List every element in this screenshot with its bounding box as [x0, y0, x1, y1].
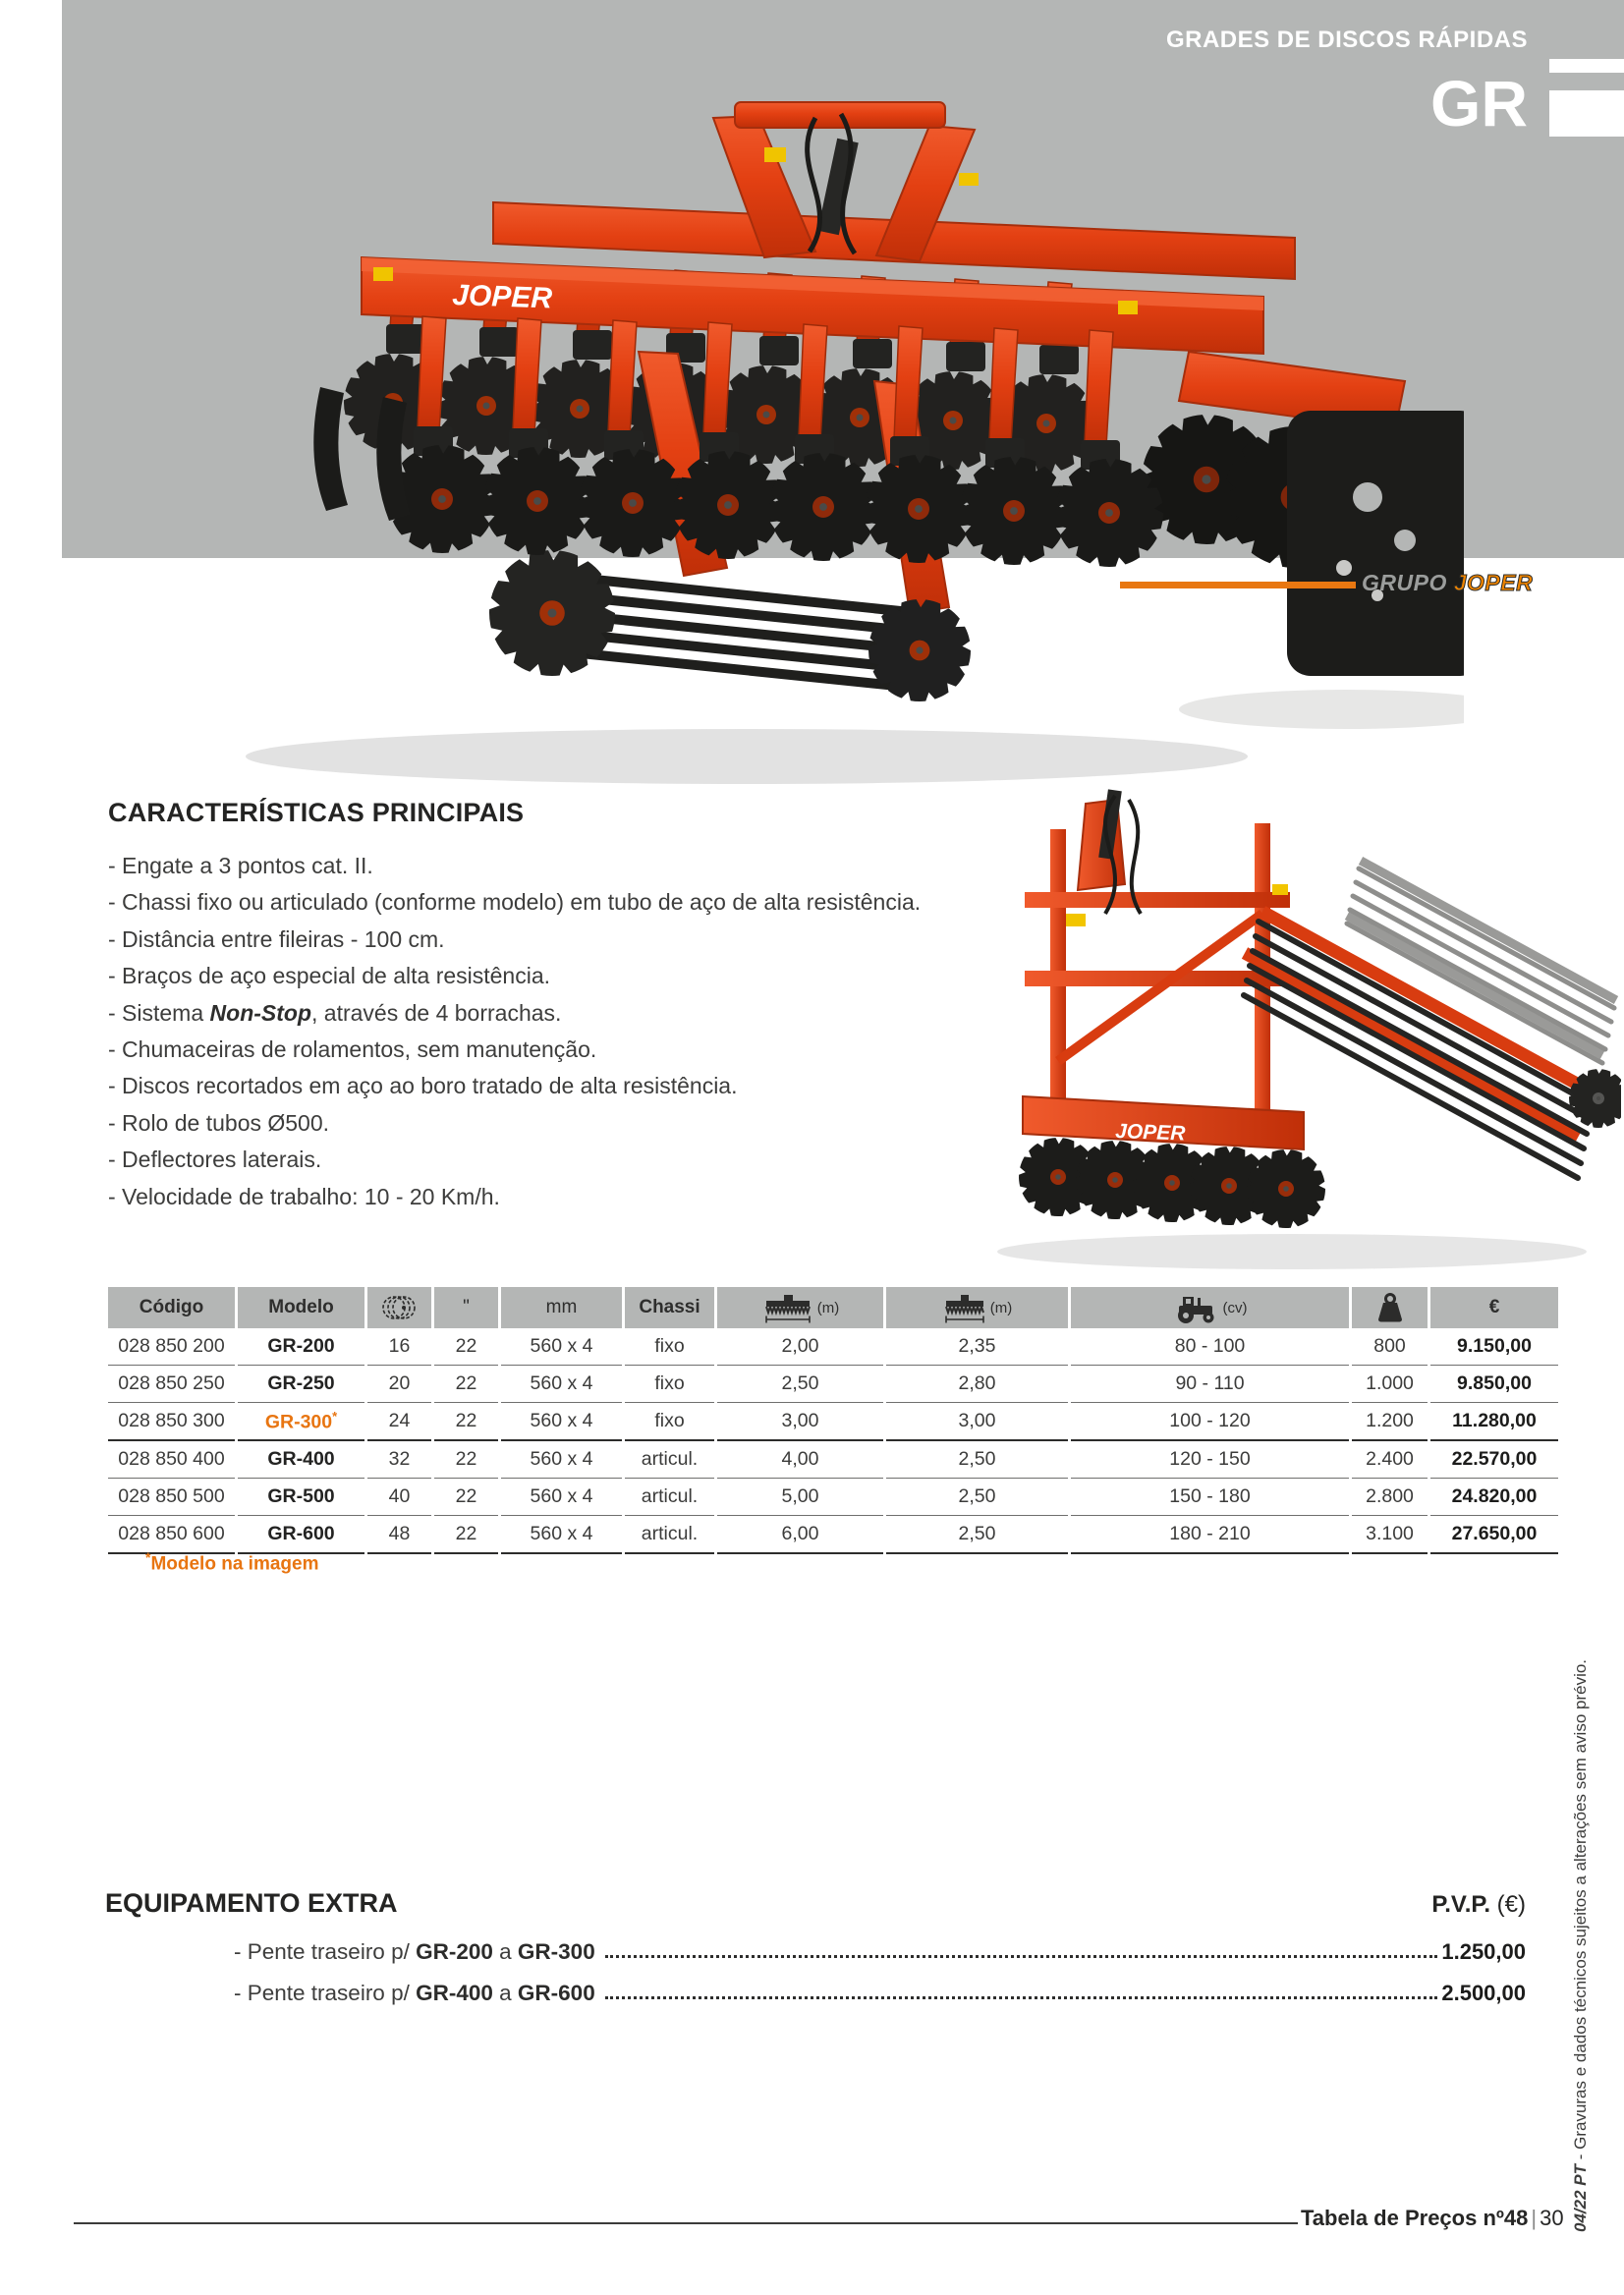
- cell-discos: 20: [367, 1366, 431, 1403]
- joper-logo-on-machine: JOPER: [1114, 1120, 1186, 1146]
- cell-discos: 48: [367, 1516, 431, 1554]
- feature-item: - Discos recortados em aço ao boro tratado de alta resistência.: [108, 1073, 738, 1099]
- features-section: [108, 798, 973, 1215]
- footer-divider: |: [1531, 2206, 1538, 2230]
- feature-item: - Deflectores laterais.: [108, 1147, 322, 1173]
- column-header: €: [1430, 1287, 1558, 1328]
- joper-logo-on-machine: JOPER: [451, 279, 553, 315]
- cell-potencia: 100 - 120: [1071, 1403, 1349, 1441]
- cell-mm: 560 x 4: [501, 1403, 622, 1441]
- header-top-bar: [1549, 59, 1624, 73]
- cell-codigo: 028 850 600: [108, 1516, 235, 1554]
- cell-modelo: GR-400: [238, 1441, 364, 1479]
- cell-preco: 24.820,00: [1430, 1479, 1558, 1516]
- cell-pol: 22: [434, 1366, 498, 1403]
- grupo-logo-text: GRUPO: [1362, 570, 1447, 595]
- feature-item: - Sistema Non-Stop, através de 4 borrachas.: [108, 999, 562, 1026]
- table-footnote: [145, 1549, 318, 1575]
- cell-chassi: articul.: [625, 1441, 714, 1479]
- header-mid-bar: [1549, 90, 1624, 137]
- extra-item-row: [234, 1965, 1526, 2006]
- cell-larg_transporte: 2,35: [886, 1328, 1068, 1366]
- footer-page-number: 30: [1540, 2206, 1564, 2230]
- cell-discos: 40: [367, 1479, 431, 1516]
- cell-peso: 800: [1352, 1328, 1428, 1366]
- feature-item: - Rolo de tubos Ø500.: [108, 1109, 330, 1136]
- cell-modelo: GR-250: [238, 1366, 364, 1403]
- cell-codigo: 028 850 500: [108, 1479, 235, 1516]
- table-body: [108, 1328, 1558, 1554]
- feature-item: - Chassi fixo ou articulado (conforme modelo) em tubo de aço de alta resistência.: [108, 889, 922, 916]
- cell-mm: 560 x 4: [501, 1366, 622, 1403]
- cell-larg_trabalho: 4,00: [717, 1441, 883, 1479]
- cell-chassi: articul.: [625, 1516, 714, 1554]
- joper-logo-text: JOPER: [1453, 570, 1534, 595]
- cell-chassi: fixo: [625, 1366, 714, 1403]
- footer-label: Tabela de Preços nº48: [1301, 2206, 1529, 2230]
- cell-larg_transporte: 2,50: [886, 1441, 1068, 1479]
- dotted-leader: [605, 1955, 1438, 1958]
- cell-larg_transporte: 2,50: [886, 1479, 1068, 1516]
- table-row: [108, 1516, 1558, 1554]
- cell-preco: 9.150,00: [1430, 1328, 1558, 1366]
- pvp-unit: (€): [1496, 1891, 1526, 1918]
- cell-pol: 22: [434, 1403, 498, 1441]
- warning-sticker: [1118, 301, 1138, 314]
- column-header: Chassi: [625, 1287, 714, 1328]
- footnote-text: Modelo na imagem: [150, 1553, 319, 1575]
- category-title: GRADES DE DISCOS RÁPIDAS: [1165, 27, 1528, 53]
- column-header: Código: [108, 1287, 235, 1328]
- warning-sticker: [764, 147, 786, 162]
- cell-pol: 22: [434, 1328, 498, 1366]
- cell-modelo: GR-500: [238, 1479, 364, 1516]
- cell-larg_trabalho: 2,50: [717, 1366, 883, 1403]
- cell-peso: 3.100: [1352, 1516, 1428, 1554]
- cell-mm: 560 x 4: [501, 1328, 622, 1366]
- cell-chassi: fixo: [625, 1403, 714, 1441]
- extra-item-price: 2.500,00: [1441, 1981, 1526, 2005]
- extras-list: [234, 1924, 1526, 2006]
- tractor-power-icon: (cv): [1071, 1287, 1349, 1328]
- cell-larg_transporte: 2,80: [886, 1366, 1068, 1403]
- side-note: [1571, 1659, 1591, 2232]
- cell-larg_trabalho: 6,00: [717, 1516, 883, 1554]
- brand-accent-line: [1120, 582, 1356, 588]
- feature-item: - Engate a 3 pontos cat. II.: [108, 853, 373, 878]
- cell-preco: 9.850,00: [1430, 1366, 1558, 1403]
- cell-potencia: 80 - 100: [1071, 1328, 1349, 1366]
- cell-preco: 11.280,00: [1430, 1403, 1558, 1441]
- warning-sticker: [373, 267, 393, 281]
- cell-discos: 24: [367, 1403, 431, 1441]
- dotted-leader: [605, 1996, 1438, 1999]
- cell-chassi: articul.: [625, 1479, 714, 1516]
- warning-sticker: [1272, 884, 1288, 895]
- transport-width-icon: (m): [886, 1287, 1068, 1328]
- table-row: [108, 1441, 1558, 1479]
- extra-item-label: - Pente traseiro p/ GR-400 a GR-600: [234, 1981, 595, 2005]
- weight-icon: [1352, 1287, 1428, 1328]
- side-note-edition: 04/22 PT: [1571, 2164, 1590, 2232]
- spec-price-table: [105, 1287, 1561, 1554]
- feature-item: - Velocidade de trabalho: 10 - 20 Km/h.: [108, 1183, 500, 1209]
- cell-preco: 22.570,00: [1430, 1441, 1558, 1479]
- table-header-row: [108, 1287, 1558, 1328]
- cell-codigo: 028 850 250: [108, 1366, 235, 1403]
- cell-peso: 1.200: [1352, 1403, 1428, 1441]
- cell-preco: 27.650,00: [1430, 1516, 1558, 1554]
- cell-codigo: 028 850 400: [108, 1441, 235, 1479]
- cell-peso: 1.000: [1352, 1366, 1428, 1403]
- secondary-product-photo: [968, 766, 1621, 1282]
- main-product-illustration: [128, 57, 1464, 804]
- footer-text: [1301, 2206, 1564, 2231]
- features-list: [108, 848, 973, 1215]
- side-note-text: - Gravuras e dados técnicos sujeitos a alterações sem aviso prévio.: [1571, 1658, 1590, 2164]
- cell-larg_transporte: 3,00: [886, 1403, 1068, 1441]
- disc-count-icon: [367, 1287, 431, 1328]
- cell-modelo: GR-200: [238, 1328, 364, 1366]
- cell-potencia: 150 - 180: [1071, 1479, 1349, 1516]
- cell-larg_trabalho: 2,00: [717, 1328, 883, 1366]
- feature-item: - Distância entre fileiras - 100 cm.: [108, 925, 445, 952]
- grupo-joper-logo: [1362, 570, 1533, 596]
- features-title: CARACTERÍSTICAS PRINCIPAIS: [108, 798, 525, 827]
- cell-pol: 22: [434, 1516, 498, 1554]
- cell-peso: 2.400: [1352, 1441, 1428, 1479]
- extra-item-price: 1.250,00: [1441, 1939, 1526, 1964]
- cell-larg_trabalho: 5,00: [717, 1479, 883, 1516]
- table-row: [108, 1479, 1558, 1516]
- cell-potencia: 120 - 150: [1071, 1441, 1349, 1479]
- series-code: GR: [1430, 67, 1528, 140]
- cell-discos: 16: [367, 1328, 431, 1366]
- cell-pol: 22: [434, 1441, 498, 1479]
- cell-peso: 2.800: [1352, 1479, 1428, 1516]
- cell-codigo: 028 850 200: [108, 1328, 235, 1366]
- cell-chassi: fixo: [625, 1328, 714, 1366]
- cell-discos: 32: [367, 1441, 431, 1479]
- cell-potencia: 90 - 110: [1071, 1366, 1349, 1403]
- cell-mm: 560 x 4: [501, 1516, 622, 1554]
- extra-item-label: - Pente traseiro p/ GR-200 a GR-300: [234, 1939, 595, 1964]
- cell-larg_transporte: 2,50: [886, 1516, 1068, 1554]
- table-row: [108, 1366, 1558, 1403]
- pvp-label: P.V.P.: [1431, 1891, 1490, 1918]
- warning-sticker: [959, 173, 979, 186]
- column-header: ": [434, 1287, 498, 1328]
- cell-potencia: 180 - 210: [1071, 1516, 1349, 1554]
- warning-sticker: [1066, 914, 1086, 926]
- table-row: [108, 1328, 1558, 1366]
- footer-rule: [74, 2222, 1298, 2224]
- cell-modelo: GR-600: [238, 1516, 364, 1554]
- working-width-icon: (m): [717, 1287, 883, 1328]
- extra-item-row: [234, 1924, 1526, 1965]
- column-header: mm: [501, 1287, 622, 1328]
- secondary-product-illustration: [968, 766, 1621, 1282]
- cell-codigo: 028 850 300: [108, 1403, 235, 1441]
- cell-mm: 560 x 4: [501, 1441, 622, 1479]
- column-header: Modelo: [238, 1287, 364, 1328]
- main-product-photo: [128, 57, 1464, 804]
- table-row: [108, 1403, 1558, 1441]
- extras-title: EQUIPAMENTO EXTRA: [105, 1888, 398, 1918]
- feature-item: - Braços de aço especial de alta resistência.: [108, 963, 551, 989]
- cell-modelo: GR-300*: [238, 1403, 364, 1441]
- cell-larg_trabalho: 3,00: [717, 1403, 883, 1441]
- cell-pol: 22: [434, 1479, 498, 1516]
- cell-mm: 560 x 4: [501, 1479, 622, 1516]
- feature-item: - Chumaceiras de rolamentos, sem manutenção.: [108, 1036, 597, 1063]
- pvp-header: [1431, 1891, 1526, 1919]
- footnote-star: *: [145, 1549, 151, 1565]
